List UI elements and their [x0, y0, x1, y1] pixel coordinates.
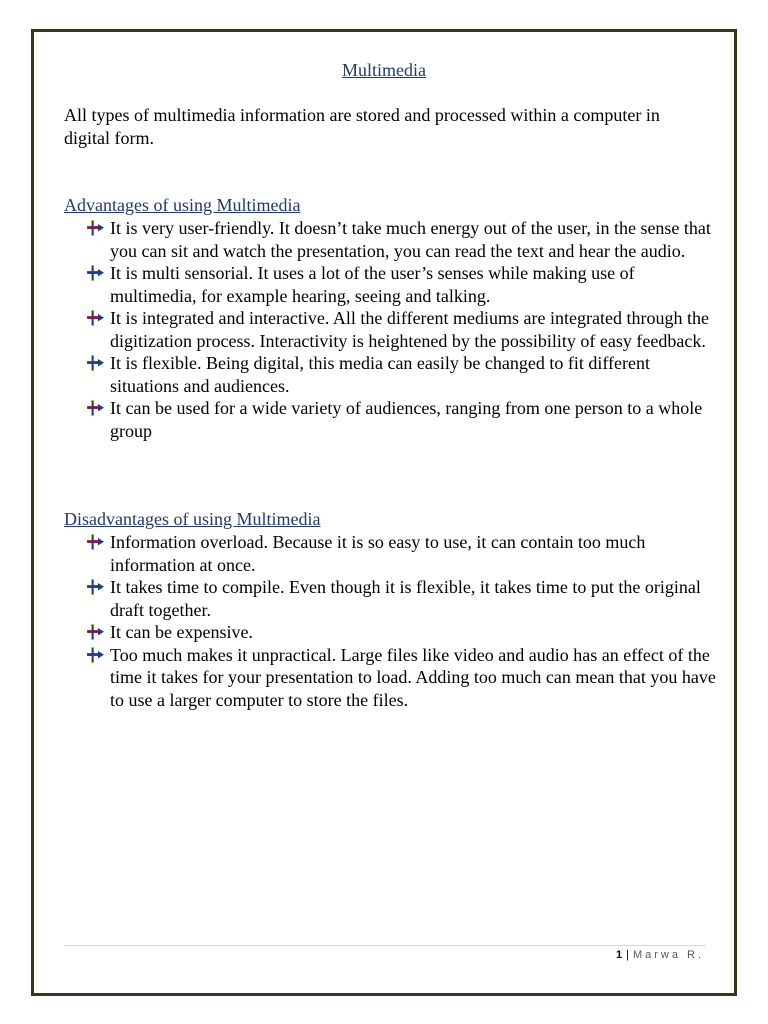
footer-separator: |: [626, 949, 629, 961]
list-item: It can be used for a wide variety of audiences, ranging from one person to a whole group: [86, 397, 716, 442]
plus-arrow-bullet-icon: [86, 578, 106, 596]
plus-arrow-bullet-icon: [86, 623, 106, 641]
disadvantages-heading: Disadvantages of using Multimedia: [64, 509, 321, 529]
plus-arrow-bullet-icon: [86, 354, 106, 372]
page-number: 1: [615, 949, 623, 961]
plus-arrow-bullet-icon: [86, 646, 106, 664]
plus-arrow-bullet-icon: [86, 264, 106, 282]
footer-author: Marwa R.: [632, 949, 704, 961]
list-item: It is integrated and interactive. All the different mediums are integrated through the digitization process. Interactivity is heightened by the possibility of easy feedback.: [86, 307, 716, 352]
plus-arrow-bullet-icon: [86, 533, 106, 551]
disadvantages-list: [86, 531, 716, 711]
page-footer: [616, 949, 704, 961]
document-title: Multimedia: [342, 60, 426, 80]
list-item: It takes time to compile. Even though it is flexible, it takes time to put the original draft together.: [86, 576, 716, 621]
list-item: It is multi sensorial. It uses a lot of the user’s senses while making use of multimedia, for example hearing, seeing and talking.: [86, 262, 716, 307]
footer-rule: [64, 945, 706, 946]
advantages-list: [86, 217, 716, 442]
list-item: Information overload. Because it is so easy to use, it can contain too much information at once.: [86, 531, 716, 576]
plus-arrow-bullet-icon: [86, 399, 106, 417]
advantages-heading: Advantages of using Multimedia: [64, 195, 301, 215]
list-item: It is flexible. Being digital, this media can easily be changed to fit different situations and audiences.: [86, 352, 716, 397]
list-item: It can be expensive.: [86, 621, 716, 644]
list-item: It is very user-friendly. It doesn’t take much energy out of the user, in the sense that you can sit and watch the presentation, you can read the text and hear the audio.: [86, 217, 716, 262]
plus-arrow-bullet-icon: [86, 309, 106, 327]
plus-arrow-bullet-icon: [86, 219, 106, 237]
intro-paragraph: All types of multimedia information are stored and processed within a computer in digital form.: [64, 105, 660, 148]
list-item: Too much makes it unpractical. Large files like video and audio has an effect of the time it takes for your presentation to load. Adding too much can mean that you have to use a larger computer to store the files.: [86, 644, 716, 712]
